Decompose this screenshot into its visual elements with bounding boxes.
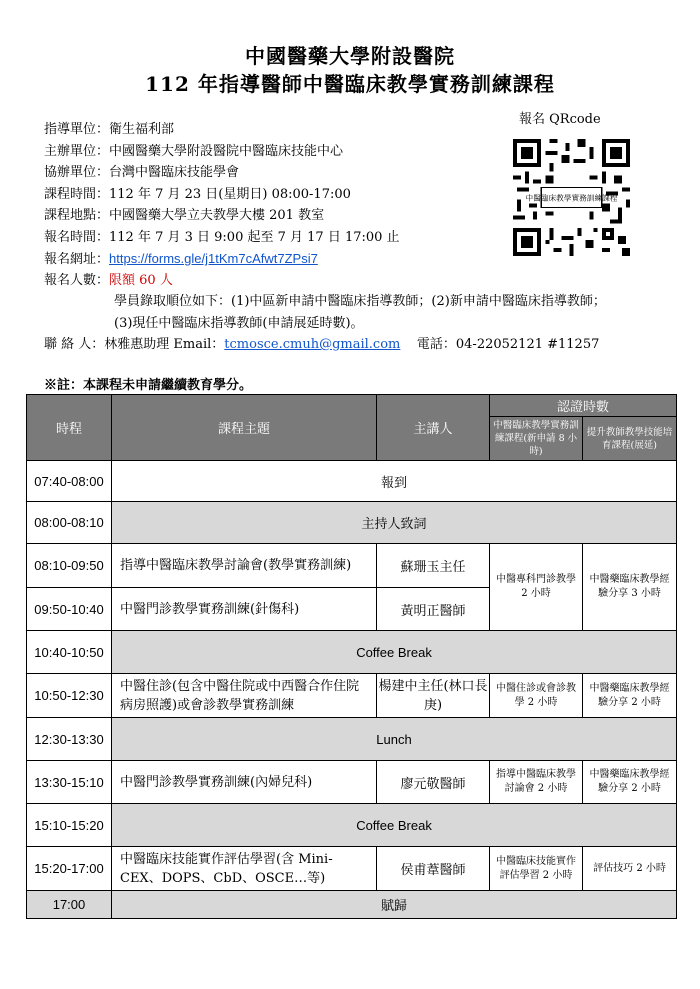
table-row bbox=[27, 847, 677, 891]
table-row bbox=[27, 544, 677, 588]
row-event: Lunch bbox=[112, 718, 677, 761]
row-hours-a: 中醫住診或會診教學 2 小時 bbox=[490, 674, 583, 718]
table-row bbox=[27, 502, 677, 544]
row-time: 15:20-17:00 bbox=[27, 847, 112, 891]
row-event: 主持人致詞 bbox=[112, 502, 677, 544]
row-topic: 中醫門診教學實務訓練(內婦兒科) bbox=[112, 761, 377, 804]
row-topic: 中醫住診(包含中醫住院或中西醫合作住院病房照護)或會診教學實務訓練 bbox=[112, 674, 377, 718]
qr-caption: 中醫臨床教學實務訓練課程 bbox=[525, 193, 618, 203]
header-col-b: 提升教師教學技能培育課程(展延) bbox=[583, 417, 677, 461]
row-hours-b: 中醫藥臨床教學經驗分享 2 小時 bbox=[583, 761, 677, 804]
row-time: 08:10-09:50 bbox=[27, 544, 112, 588]
row-time: 08:00-08:10 bbox=[27, 502, 112, 544]
registration-url-label: 報名網址： bbox=[44, 252, 110, 267]
guide-unit: 指導單位：衛生福利部 bbox=[44, 122, 175, 137]
row-speaker: 楊建中主任(林口長庚) bbox=[377, 674, 490, 718]
table-row bbox=[27, 461, 677, 502]
row-event: 報到 bbox=[112, 461, 677, 502]
header-topic: 課程主題 bbox=[112, 395, 377, 461]
row-time: 10:50-12:30 bbox=[27, 674, 112, 718]
registration-count-label: 報名人數： bbox=[44, 272, 110, 288]
row-hours-a: 中醫臨床技能實作評估學習 2 小時 bbox=[490, 847, 583, 891]
row-time: 12:30-13:30 bbox=[27, 718, 112, 761]
row-hours-b: 中醫藥臨床教學經驗分享 3 小時 bbox=[583, 544, 677, 631]
row-time: 07:40-08:00 bbox=[27, 461, 112, 502]
contact-label: 聯 絡 人：林雅惠助理 Email： bbox=[44, 337, 225, 352]
row-time: 10:40-10:50 bbox=[27, 631, 112, 674]
row-speaker: 侯甫葦醫師 bbox=[377, 847, 490, 891]
row-hours-b: 中醫藥臨床教學經驗分享 2 小時 bbox=[583, 674, 677, 718]
registration-time: 報名時間：112 年 7 月 3 日 9:00 起至 7 月 17 日 17:00 止 bbox=[44, 229, 400, 245]
table-row bbox=[27, 761, 677, 804]
co-unit: 協辦單位：台灣中醫臨床技能學會 bbox=[44, 165, 240, 180]
table-row bbox=[27, 891, 677, 919]
header-time: 時程 bbox=[27, 395, 112, 461]
contact-phone: 電話：04-22052121 #11257 bbox=[416, 337, 600, 352]
contact-row bbox=[44, 334, 606, 356]
admission-order-2: (3)現任中醫臨床指導教師(申請展延時數)。 bbox=[114, 315, 364, 331]
course-place: 課程地點：中國醫藥大學立夫教學大樓 201 教室 bbox=[44, 208, 325, 223]
registration-count-value: 限額 60 人 bbox=[109, 272, 173, 288]
host-unit: 主辦單位：中國醫藥大學附設醫院中醫臨床技能中心 bbox=[44, 143, 344, 159]
header-speaker: 主講人 bbox=[377, 395, 490, 461]
qr-label: 報名 QRcode bbox=[519, 112, 601, 127]
row-hours-b: 評估技巧 2 小時 bbox=[583, 847, 677, 891]
course-time: 課程時間：112 年 7 月 23 日(星期日) 08:00-17:00 bbox=[44, 186, 351, 202]
remark-note: ※註：本課程未申請繼續教育學分。 bbox=[44, 378, 253, 393]
registration-link[interactable]: https://forms.gle/j1tKm7cAfwt7ZPsi7 bbox=[109, 251, 318, 266]
registration-qr-code[interactable] bbox=[513, 139, 630, 256]
row-hours-a: 指導中醫臨床教學討論會 2 小時 bbox=[490, 761, 583, 804]
table-row bbox=[27, 718, 677, 761]
schedule-table bbox=[26, 394, 677, 919]
table-row bbox=[27, 674, 677, 718]
row-speaker: 黃明正醫師 bbox=[377, 588, 490, 631]
header-col-a: 中醫臨床教學實務訓練課程(新申請 8 小時) bbox=[490, 417, 583, 461]
title-line-2: 112 年指導醫師中醫臨床教學實務訓練課程 bbox=[145, 72, 555, 96]
contact-email-link[interactable]: tcmosce.cmuh@gmail.com bbox=[224, 337, 401, 352]
row-time: 15:10-15:20 bbox=[27, 804, 112, 847]
registration-count-row bbox=[44, 270, 606, 292]
row-event: Coffee Break bbox=[112, 631, 677, 674]
row-hours-a: 中醫專科門診教學 2 小時 bbox=[490, 544, 583, 631]
table-row bbox=[27, 631, 677, 674]
row-speaker: 廖元敬醫師 bbox=[377, 761, 490, 804]
page-title bbox=[0, 42, 700, 98]
row-time: 13:30-15:10 bbox=[27, 761, 112, 804]
row-time: 17:00 bbox=[27, 891, 112, 919]
row-time: 09:50-10:40 bbox=[27, 588, 112, 631]
row-topic: 中醫門診教學實務訓練(針傷科) bbox=[112, 588, 377, 631]
row-topic: 指導中醫臨床教學討論會(教學實務訓練) bbox=[112, 544, 377, 588]
row-event: 賦歸 bbox=[112, 891, 677, 919]
row-topic: 中醫臨床技能實作評估學習(含 Mini-CEX、DOPS、CbD、OSCE…等) bbox=[112, 847, 377, 891]
header-certified-hours: 認證時數 bbox=[490, 395, 677, 417]
title-line-1: 中國醫藥大學附設醫院 bbox=[245, 44, 455, 68]
admission-order-1: 學員錄取順位如下：(1)中區新申請中醫臨床指導教師；(2)新申請中醫臨床指導教師； bbox=[114, 294, 606, 309]
row-speaker: 蘇珊玉主任 bbox=[377, 544, 490, 588]
table-row bbox=[27, 804, 677, 847]
row-event: Coffee Break bbox=[112, 804, 677, 847]
